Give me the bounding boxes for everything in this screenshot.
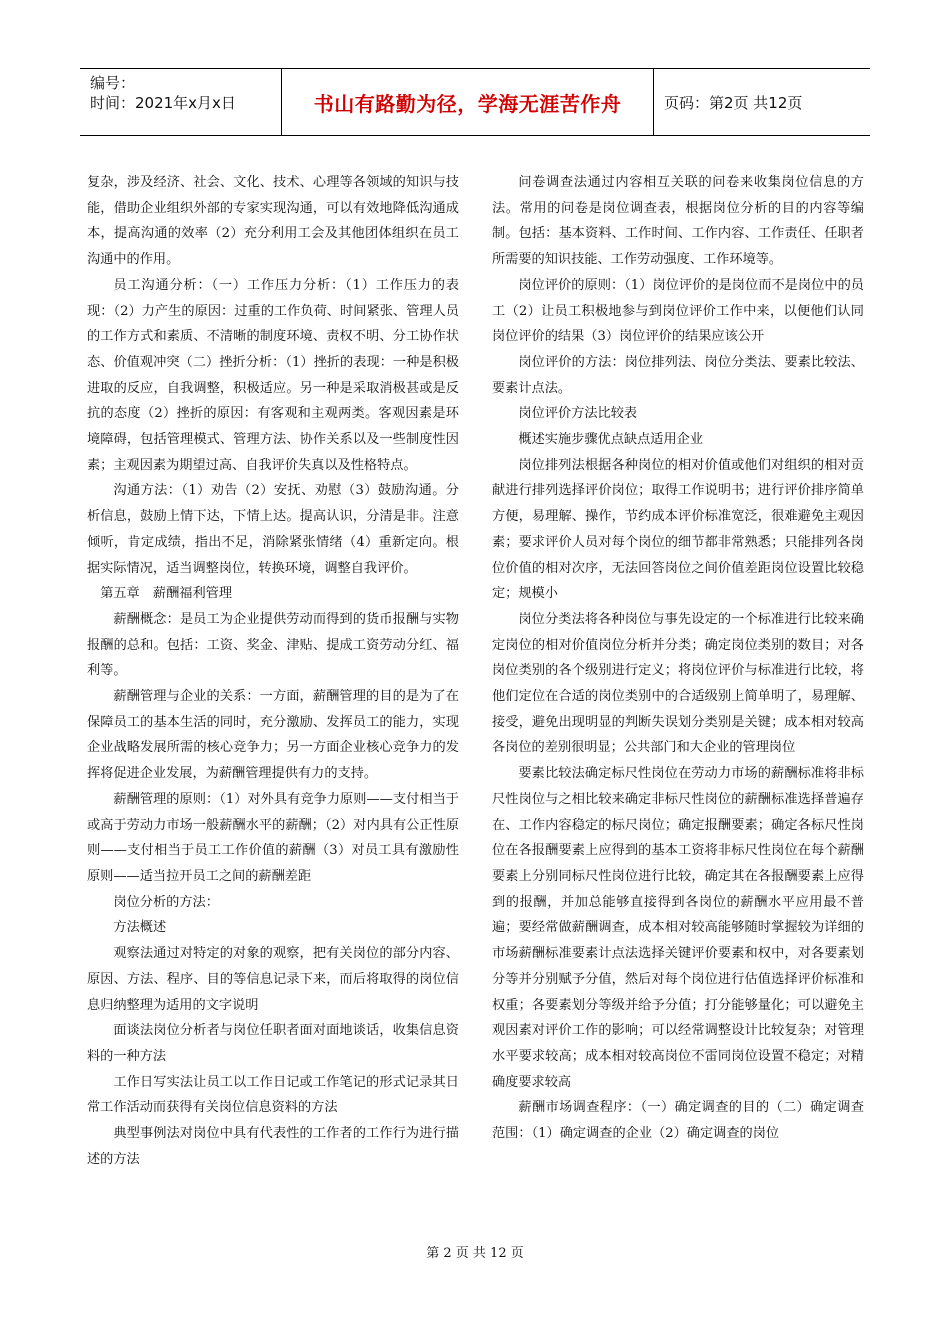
left-column xyxy=(87,170,459,1172)
paragraph: 岗位评价的原则：（1）岗位评价的是岗位而不是岗位中的员工（2）让员工积极地参与到岗位评价工作中来，以便他们认同岗位评价的结果（3）岗位评价的结果应该公开 xyxy=(492,277,864,345)
paragraph: 岗位分析的方法： xyxy=(113,894,219,910)
paragraph: 员工沟通分析：（一）工作压力分析：（1）工作压力的表现：（2）力产生的原因：过重的工作负荷、时间紧张、管理人员的工作方式和素质、不清晰的制度环境、责权不明、分工协作状态、价值观冲突（二）挫折分析：（1）挫折的表现：一种是积极进取的反应，自我调整，积极适应。另一种是采取消极甚或是反抗的态度（2）挫折的原因：有客观和主观两类。客观因素是环境障碍，包括管理模式、管理方法、协作关系以及一些制度性因素；主观因素为期望过高、自我评价失真以及性格特点。 xyxy=(87,277,459,473)
paragraph: 薪酬概念：是员工为企业提供劳动而得到的货币报酬与实物报酬的总和。包括：工资、奖金、津贴、提成工资劳动分红、福利等。 xyxy=(87,611,459,679)
paragraph: 复杂，涉及经济、社会、文化、技术、心理等各领域的知识与技能，借助企业组织外部的专家实现沟通，可以有效地降低沟通成本，提高沟通的效率（2）充分利用工会及其他团体组织在员工沟通中的作用。 xyxy=(87,175,459,268)
paragraph: 沟通方法：（1）劝告（2）安抚、劝慰（3）鼓励沟通。分析信息，鼓励上情下达，下情上达。提高认识，分清是非。注意倾听，肯定成绩，指出不足，消除紧张情绪（4）重新定向。根据实际情况，适当调整岗位，转换环境，调整自我评价。 xyxy=(87,483,459,576)
paragraph: 岗位排列法根据各种岗位的相对价值或他们对组织的相对贡献进行排列选择评价岗位；取得工作说明书；进行评价排序简单方便，易理解、操作，节约成本评价标准宽泛，很难避免主观因素；要求评价人员对每个岗位的细节都非常熟悉；只能排列各岗位价值的相对次序，无法回答岗位之间价值差距岗位设置比较稳定；规模小 xyxy=(492,457,864,602)
right-column xyxy=(492,170,864,1147)
paragraph: 概述实施步骤优点缺点适用企业 xyxy=(518,432,704,448)
paragraph: 要素比较法确定标尺性岗位在劳动力市场的薪酬标准将非标尺性岗位与之相比较来确定非标尺性岗位的薪酬标准选择普遍存在、工作内容稳定的标尺岗位；确定报酬要素；确定各标尺性岗位在各报酬要素上应得到的基本工资将非标尺性岗位在每个薪酬要素上分别同标尺性岗位进行比较，确定其在各报酬要素上应得到的报酬，并加总能够直接得到各岗位的薪酬水平应用最不普遍；要经常做薪酬调查，成本相对较高能够随时掌握较为详细的市场薪酬标准要素计点法选择关键评价要素和权中，对各要素划分等并分别赋予分值，然后对每个岗位进行估值选择评价标准和权重；各要素划分等级并给予分值；打分能够量化；可以避免主观因素对评价工作的影响；可以经常调整设计比较复杂；对管理水平要求较高；成本相对较高岗位不雷同岗位设置不稳定；对精确度要求较高 xyxy=(492,766,864,1090)
paragraph: 薪酬管理与企业的关系：一方面，薪酬管理的目的是为了在保障员工的基本生活的同时，充分激励、发挥员工的能力，实现企业战略发展所需的核心竞争力；另一方面企业核心竞争力的发挥将促进企业发展，为薪酬管理提供有力的支持。 xyxy=(87,689,459,782)
paragraph: 岗位评价方法比较表 xyxy=(518,406,638,422)
paragraph: 观察法通过对特定的对象的观察，把有关岗位的部分内容、原因、方法、程序、目的等信息记录下来，而后将取得的岗位信息归纳整理为适用的文字说明 xyxy=(87,946,459,1013)
document-time: 时间：2021年x月x日 xyxy=(90,94,236,112)
paragraph: 薪酬管理的原则：（1）对外具有竞争力原则——支付相当于或高于劳动力市场一般薪酬水平的薪酬；（2）对内具有公正性原则——支付相当于员工工作价值的薪酬（3）对员工具有激励性原则——适当拉开员工之间的薪酬差距 xyxy=(87,791,459,884)
paragraph: 岗位评价的方法：岗位排列法、岗位分类法、要素比较法、要素计点法。 xyxy=(492,354,864,396)
document-number: 编号： xyxy=(90,74,136,92)
header-meta xyxy=(80,69,282,135)
paragraph: 问卷调查法通过内容相互关联的问卷来收集岗位信息的方法。常用的问卷是岗位调查表，根据岗位分析的目的内容等编制。包括：基本资料、工作时间、工作内容、工作责任、任职者所需要的知识技能、工作劳动强度、工作环境等。 xyxy=(492,175,864,268)
paragraph: 方法概述 xyxy=(113,920,167,936)
page-header xyxy=(80,68,870,136)
page-footer: 第 2 页 共 12 页 xyxy=(426,1246,524,1261)
paragraph: 面谈法岗位分析者与岗位任职者面对面地谈话，收集信息资料的一种方法 xyxy=(87,1023,459,1064)
paragraph: 工作日写实法让员工以工作日记或工作笔记的形式记录其日常工作活动而获得有关岗位信息资料的方法 xyxy=(87,1074,459,1116)
paragraph: 典型事例法对岗位中具有代表性的工作者的工作行为进行描述的方法 xyxy=(87,1126,459,1167)
header-motto-cell xyxy=(282,69,654,135)
chapter-heading: 第五章 薪酬福利管理 xyxy=(100,586,233,602)
header-page-info: 页码：第2页 共12页 xyxy=(664,93,803,112)
paragraph: 薪酬市场调查程序：（一）确定调查的目的（二）确定调查范围：（1）确定调查的企业（2）确定调查的岗位 xyxy=(492,1100,864,1142)
paragraph: 岗位分类法将各种岗位与事先设定的一个标准进行比较来确定岗位的相对价值岗位分析并分类；确定岗位类别的数目；对各岗位类别的各个级别进行定义；将岗位评价与标准进行比较，将他们定位在合适的岗位类别中的合适级别上简单明了，易理解、接受，避免出现明显的判断失误划分类别是关键；成本相对较高各岗位的差别很明显；公共部门和大企业的管理岗位 xyxy=(492,611,864,756)
header-motto: 书山有路勤为径，学海无涯苦作舟 xyxy=(313,91,622,116)
